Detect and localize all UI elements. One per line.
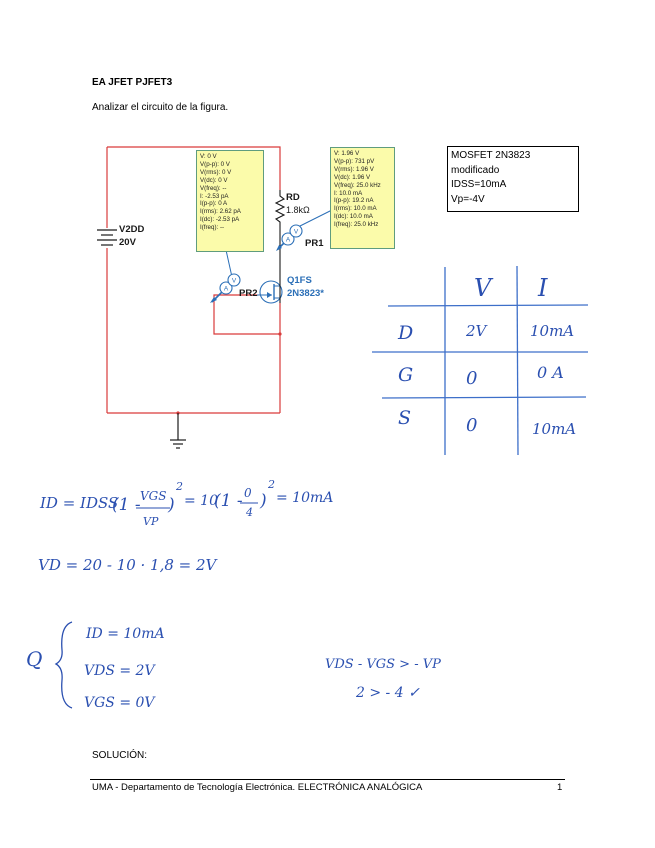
readout-line: I(rms): 2.62 pA xyxy=(200,208,241,216)
table-row-label: S xyxy=(398,407,412,429)
readout-line: I(dc): -2.53 pA xyxy=(200,216,240,224)
eq1-open: (1 - xyxy=(112,495,141,515)
info-line: MOSFET 2N3823 xyxy=(451,150,531,161)
eq1-result: = 10mA xyxy=(276,490,334,506)
readout-line: V(p-p): 731 pV xyxy=(334,157,375,165)
readout-line: V(dc): 0 V xyxy=(200,176,228,184)
table-cell-i: 10mA xyxy=(532,420,577,438)
condition-line: VDS - VGS > - VP xyxy=(325,657,441,672)
eq1-frac2-num: 0 xyxy=(244,486,252,500)
transistor-model: 2N3823* xyxy=(287,288,324,299)
readout-line: V(freq): -- xyxy=(200,184,227,192)
q-item: VGS = 0V xyxy=(84,695,155,711)
readout-line: I(p-p): 0 A xyxy=(200,200,228,208)
footer-divider xyxy=(90,779,565,780)
readout-line: I(freq): 25.0 kHz xyxy=(334,221,379,229)
readout-line: I(freq): -- xyxy=(200,224,225,232)
table-header-v: V xyxy=(474,274,492,302)
info-line: IDSS=10mA xyxy=(451,179,507,190)
resistor-name: RD xyxy=(286,192,300,203)
readout-line: I(rms): 10.0 mA xyxy=(334,205,377,213)
readout-line: V(rms): 0 V xyxy=(200,168,232,176)
table-row-label: G xyxy=(398,364,414,386)
probe2-label: PR2 xyxy=(239,288,258,299)
source-value: 20V xyxy=(119,237,136,248)
document-title: EA JFET PJFET3 xyxy=(92,77,173,88)
solution-label: SOLUCIÓN: xyxy=(92,750,148,761)
resistor-value: 1.8kΩ xyxy=(286,205,310,215)
eq1-frac-num: VGS xyxy=(140,489,167,503)
page-number: 1 xyxy=(557,782,563,793)
eq1-mid: = 10 xyxy=(184,493,218,509)
source-name: V2DD xyxy=(119,224,145,235)
voltmeter-symbol: V xyxy=(293,228,299,236)
readout-line: I: -2.53 pA xyxy=(200,192,229,200)
table-cell-i: 0 A xyxy=(537,363,564,382)
ammeter-symbol: A xyxy=(285,236,291,244)
readout-line: V(freq): 25.0 kHz xyxy=(334,181,381,189)
info-line: modificado xyxy=(451,164,500,176)
eq1-frac-den: VP xyxy=(143,515,159,528)
document-subtitle: Analizar el circuito de la figura. xyxy=(92,102,229,113)
brace-icon xyxy=(56,622,72,708)
voltmeter-symbol: V xyxy=(231,277,237,285)
table-row-label: D xyxy=(398,322,414,344)
table-cell-i: 10mA xyxy=(530,322,575,340)
eq1-lhs: ID = IDSS xyxy=(40,494,119,512)
eq1-sq2: 2 xyxy=(268,478,275,491)
readout-line: I: 10.0 mA xyxy=(334,189,363,197)
readout-line: V: 1.96 V xyxy=(334,150,360,157)
q-label: Q xyxy=(26,647,43,671)
eq1-close: ) xyxy=(168,495,175,515)
ammeter-symbol: A xyxy=(223,285,229,293)
readout-line: V(p-p): 0 V xyxy=(200,160,230,168)
eq1-open2: (1 - xyxy=(214,491,243,511)
eq1-frac2-den: 4 xyxy=(246,506,253,519)
eq1-close2: ) xyxy=(260,491,267,511)
readout-line: I(p-p): 19.2 nA xyxy=(334,197,374,205)
table-header-i: I xyxy=(538,274,548,302)
q-item: VDS = 2V xyxy=(84,663,155,679)
table-cell-v: 2V xyxy=(466,322,487,340)
table-cell-v: 0 xyxy=(466,368,478,389)
condition-line: 2 > - 4 ✓ xyxy=(356,685,420,701)
readout-line: V: 0 V xyxy=(200,153,217,160)
readout-line: I(dc): 10.0 mA xyxy=(334,213,373,221)
readout-line: V(rms): 1.96 V xyxy=(334,165,374,173)
page-footer: UMA - Departamento de Tecnología Electrónica. ELECTRÓNICA ANALÓGICA xyxy=(92,782,423,793)
probe1-label: PR1 xyxy=(305,238,324,249)
table-cell-v: 0 xyxy=(466,415,478,436)
eq2: VD = 20 - 10 · 1,8 = 2V xyxy=(38,556,217,574)
transistor-name: Q1FS xyxy=(287,275,312,286)
info-line: Vp=-4V xyxy=(451,193,485,205)
eq1-sq: 2 xyxy=(176,480,183,493)
readout-line: V(dc): 1.96 V xyxy=(334,173,371,181)
q-item: ID = 10mA xyxy=(86,626,165,642)
